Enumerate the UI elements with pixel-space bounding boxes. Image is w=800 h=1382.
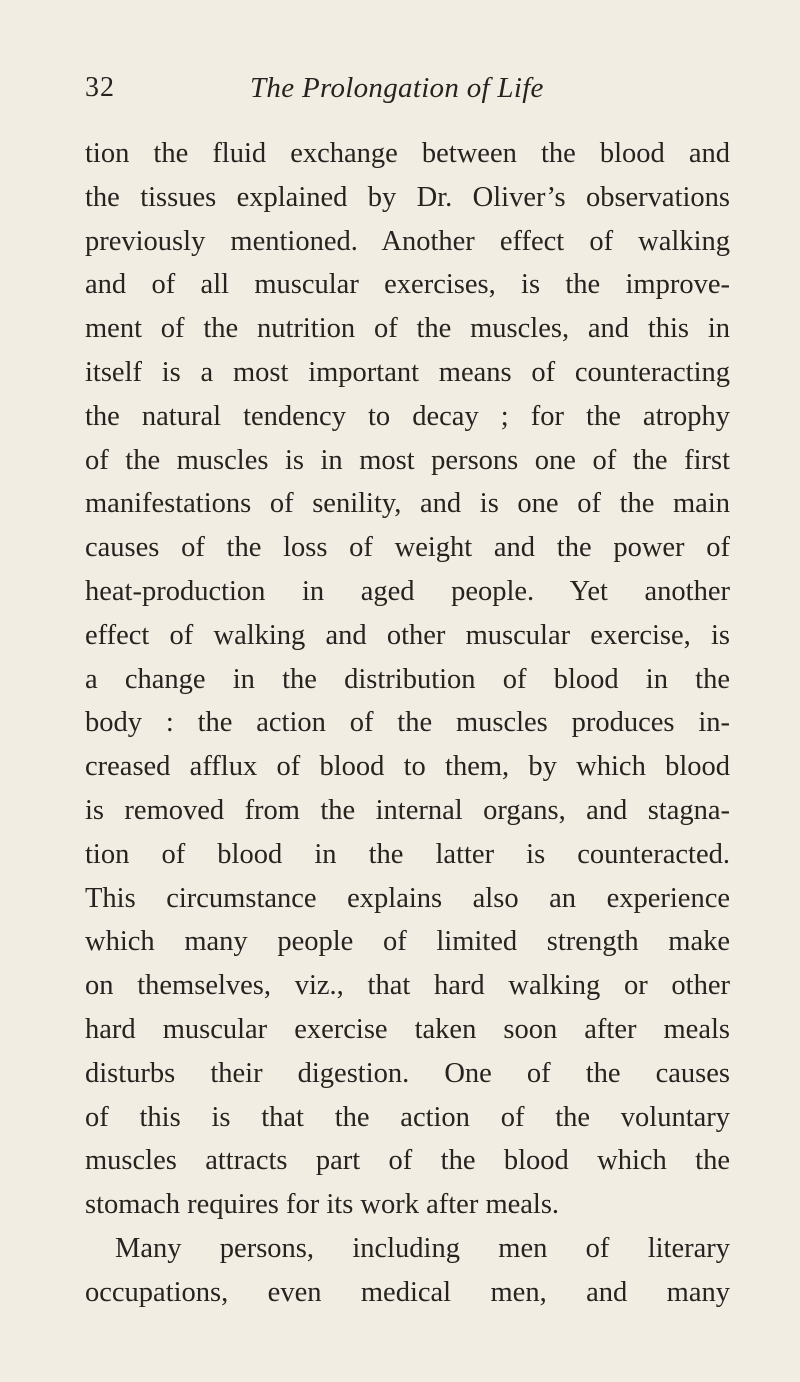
text-line: and of all muscular exercises, is the improve- [85,269,730,301]
text-line: disturbs their digestion. One of the causes [85,1057,730,1089]
text-line: is removed from the internal organs, and stagna- [85,794,730,826]
text-line: hard muscular exercise taken soon after meals [85,1013,730,1045]
text-line: itself is a most important means of counteracting [85,356,730,388]
text-line: ment of the nutrition of the muscles, and this in [85,313,730,345]
paragraph-start-line: Many persons, including men of literary [115,1232,730,1264]
text-line: the natural tendency to decay ; for the atrophy [85,400,730,432]
page-number: 32 [85,72,115,103]
running-title: The Prolongation of Life [250,72,544,104]
text-line: a change in the distribution of blood in the [85,663,730,695]
text-line: This circumstance explains also an experience [85,882,730,914]
text-line: creased afflux of blood to them, by which blood [85,751,730,783]
text-line: effect of walking and other muscular exercise, is [85,619,730,651]
text-line: heat-production in aged people. Yet another [85,575,730,607]
text-line: occupations, even medical men, and many [85,1276,730,1308]
paragraph-end-line: stomach requires for its work after meals. [85,1189,560,1221]
text-line: of the muscles is in most persons one of the first [85,444,730,476]
text-line: on themselves, viz., that hard walking or other [85,970,730,1002]
text-line: manifestations of senility, and is one of the main [85,488,730,520]
text-line: the tissues explained by Dr. Oliver’s observations [85,181,730,213]
body-text [85,132,730,1315]
page-header [0,72,800,116]
text-line: previously mentioned. Another effect of walking [85,225,730,257]
text-line: body : the action of the muscles produces in- [85,707,730,739]
text-line: which many people of limited strength make [85,926,730,958]
text-line: tion the fluid exchange between the blood and [85,138,730,169]
text-line: tion of blood in the latter is counteracted. [85,838,730,870]
text-line: of this is that the action of the voluntary [85,1101,730,1133]
text-line: muscles attracts part of the blood which the [85,1145,730,1177]
text-line: causes of the loss of weight and the power of [85,532,730,564]
